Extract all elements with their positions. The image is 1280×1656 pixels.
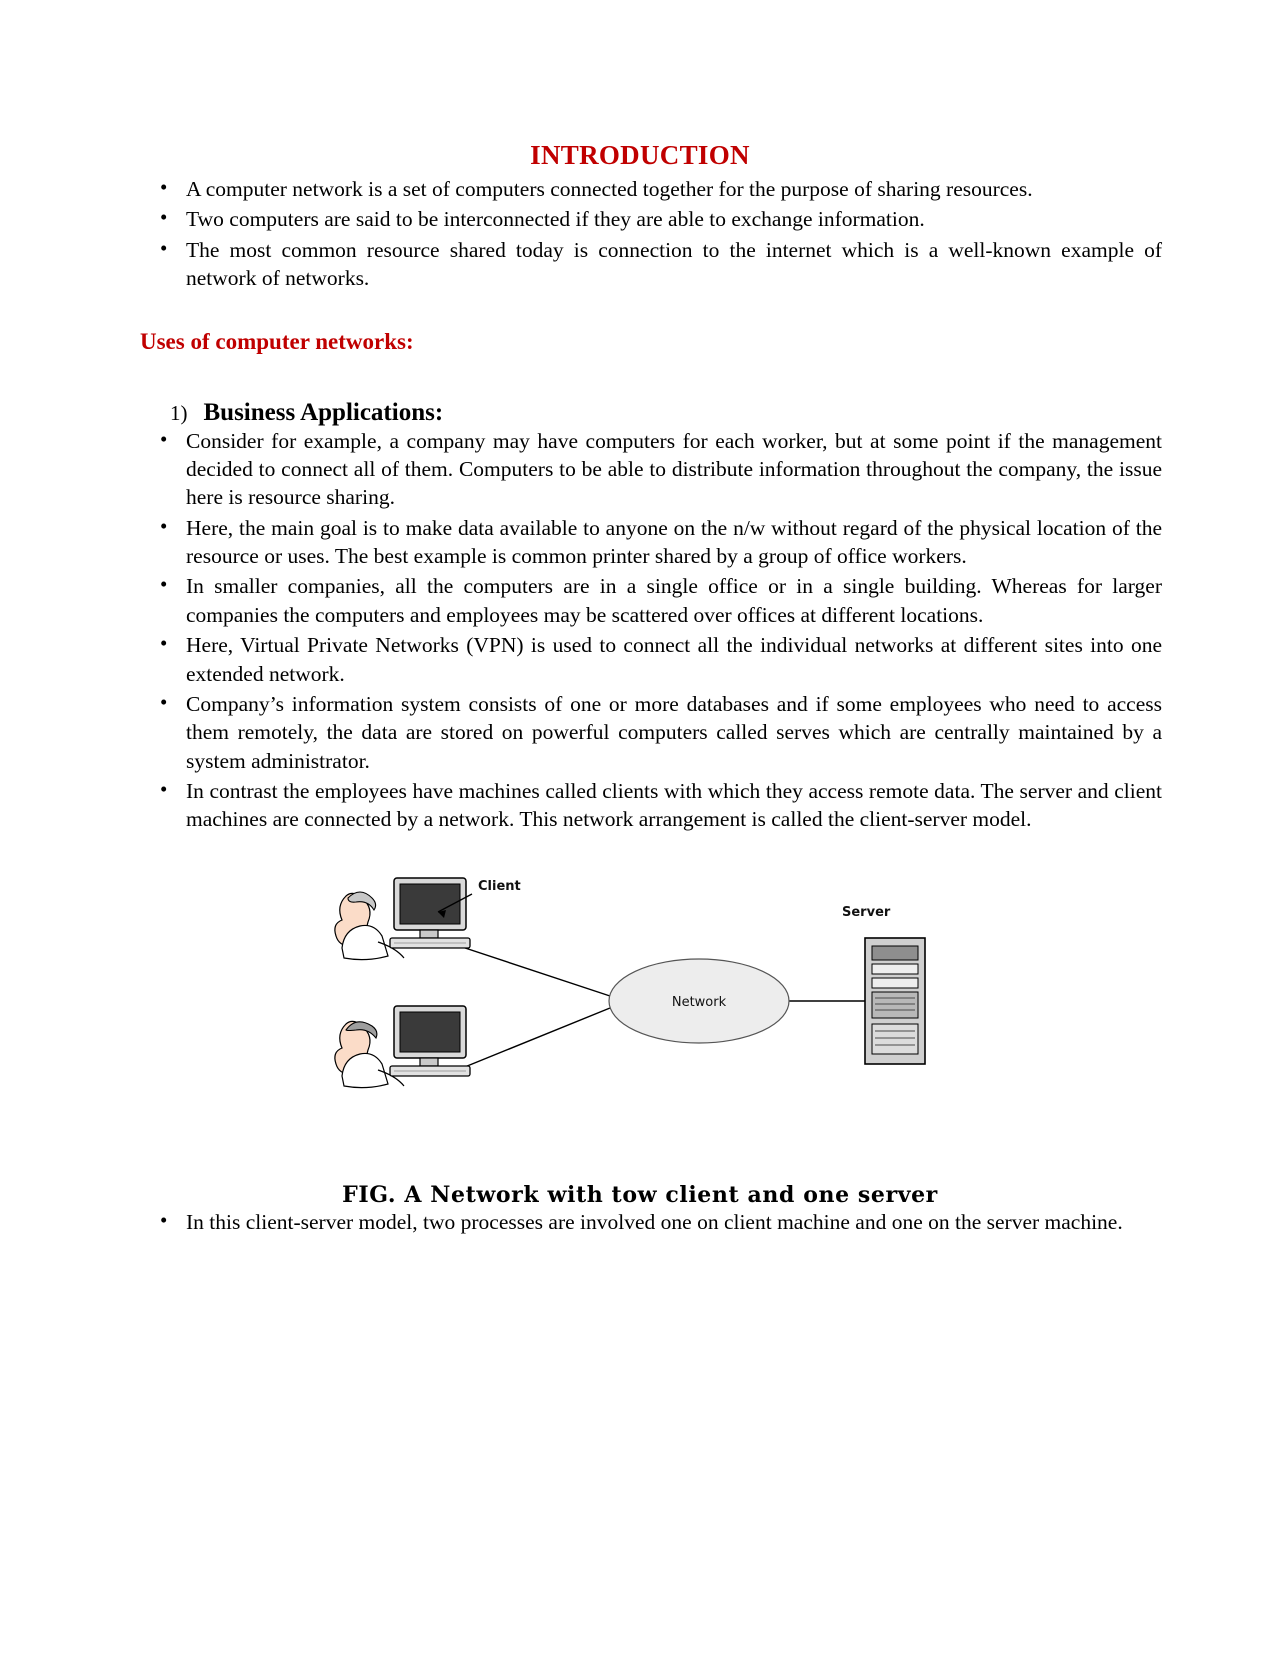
- list-item: • Two computers are said to be interconnected if they are able to exchange information.: [118, 205, 1162, 233]
- client-1-icon: [335, 878, 470, 960]
- list-number: 1): [170, 400, 188, 425]
- network-diagram: [320, 868, 960, 1168]
- server-label: Server: [842, 904, 891, 920]
- page-title: INTRODUCTION: [530, 140, 750, 170]
- network-label: Network: [671, 994, 727, 1010]
- section-heading-uses: Uses of computer networks:: [140, 328, 414, 354]
- client-2-icon: [335, 1006, 470, 1088]
- list-item: • In contrast the employees have machines called clients with which they access remote data. The server and client machines are connected by a network. This network arrangement is called the client-server model.: [118, 777, 1162, 834]
- list-item: • The most common resource shared today is connection to the internet which is a well-known example of network of networks.: [118, 236, 1162, 293]
- intro-bullet-list: [118, 175, 1162, 293]
- network-diagram-figure: [118, 868, 1162, 1208]
- list-item: • In smaller companies, all the computers are in a single office or in a single building. Whereas for larger companies the computers and employees may be scattered over offices at different locations.: [118, 572, 1162, 629]
- list-item: • Here, the main goal is to make data available to anyone on the n/w without regard of the physical location of the resource or uses. The best example is common printer shared by a group of office workers.: [118, 514, 1162, 571]
- list-item: • Here, Virtual Private Networks (VPN) is used to connect all the individual networks at different sites into one extended network.: [118, 631, 1162, 688]
- client-label: Client: [478, 878, 521, 894]
- list-item: • A computer network is a set of computers connected together for the purpose of sharing resources.: [118, 175, 1162, 203]
- server-icon: [865, 938, 925, 1064]
- numbered-heading-label: Business Applications:: [203, 398, 444, 426]
- list-item: • Consider for example, a company may have computers for each worker, but at some point if the management decided to connect all of them. Computers to be able to distribute information throughout the company, the issue here is resource sharing.: [118, 427, 1162, 512]
- business-bullet-list: [118, 427, 1162, 834]
- figure-caption: FIG. A Network with tow client and one server: [342, 1181, 938, 1208]
- numbered-heading-business-applications: [170, 399, 1162, 427]
- closing-bullet-list: [118, 1208, 1162, 1236]
- list-item: • Company’s information system consists of one or more databases and if some employees who need to access them remotely, the data are stored on powerful computers called serves which are centrally maintained by a system administrator.: [118, 690, 1162, 775]
- list-item: • In this client-server model, two processes are involved one on client machine and one on the server machine.: [118, 1208, 1162, 1236]
